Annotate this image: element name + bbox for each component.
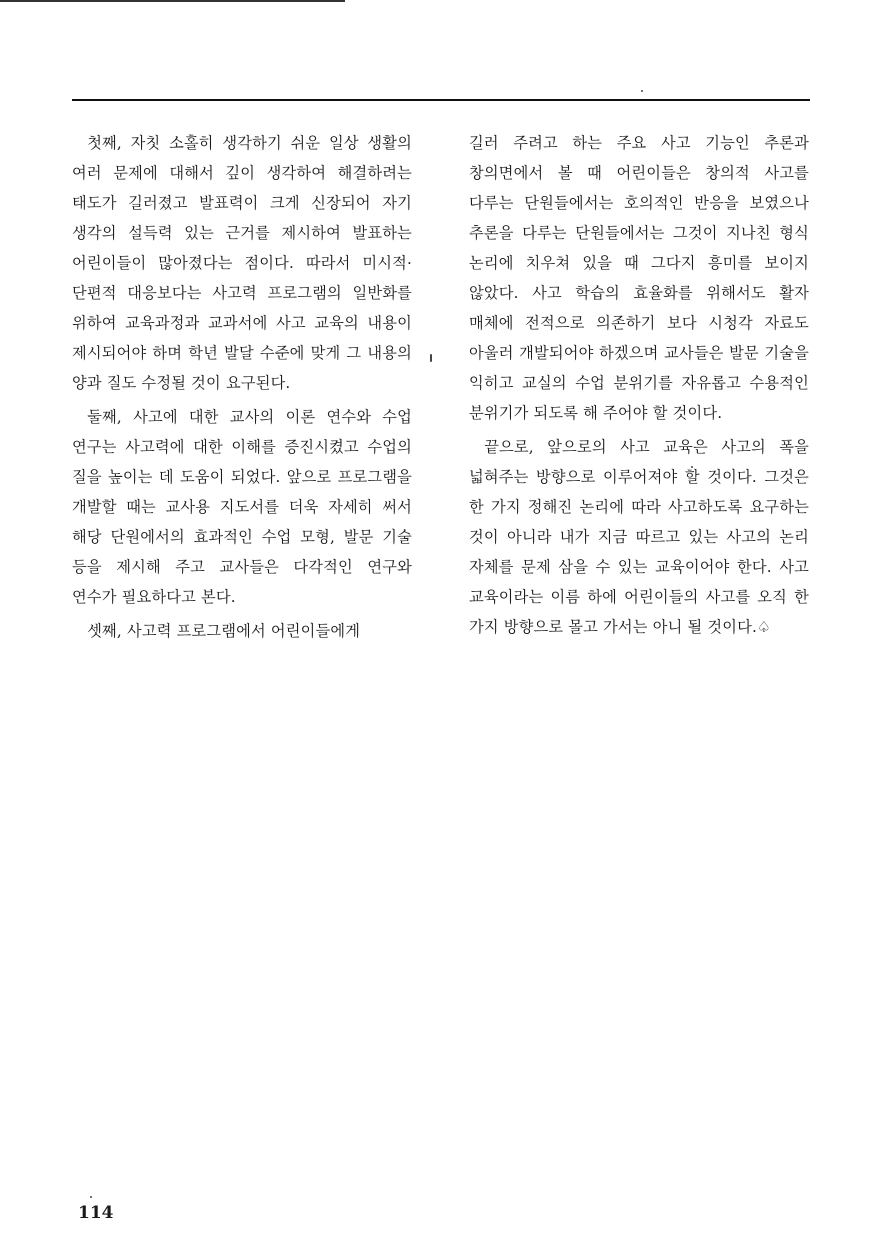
scan-speck [90,1196,92,1198]
left-column [72,128,412,646]
right-column [469,128,809,642]
scan-speck [641,90,643,92]
page-number: 114 [78,1203,114,1223]
paragraph-second: 둘째, 사고에 대한 교사의 이론 연수와 수업 연구는 사고력에 대한 이해를 증진시켰고 수업의 질을 높이는 데 도움이 되었다. 앞으로 프로그램을 개발할 때는 교사용 지도서를 더욱 자세히 써서 해당 단원에서의 효과적인 수업 모형, 발문 기술 등을 제시해 주고 교사들은 다각적인 연구와 연수가 필요하다고 본다. [72,408,412,606]
paragraph-conclusion: 끝으로, 앞으로의 사고 교육은 사고의 폭을 넓혀주는 방향으로 이루어져야 할 것이다. 그것은 한 가지 정해진 논리에 따라 사고하도록 요구하는 것이 아니라 내가 지금 따르고 있는 사고의 논리 자체를 문제 삼을 수 있는 교육이어야 한다. 사고 교육이라는 이름 하에 어린이들의 사고를 오직 한 가지 방향으로 몰고 가서는 아니 될 것이다.♤ [469,438,809,636]
paragraph-first: 첫째, 자칫 소홀히 생각하기 쉬운 일상 생활의 여러 문제에 대해서 깊이 생각하여 해결하려는 태도가 길러졌고 발표력이 크게 신장되어 자기 생각의 설득력 있는 근거를 제시하여 발표하는 어린이들이 많아졌다는 점이다. 따라서 미시적·단편적 대응보다는 사고력 프로그램의 일반화를 위하여 교육과정과 교과서에 사고 교육의 내용이 제시되어야 하며 학년 발달 수준에 맞게 그 내용의 양과 질도 수정될 것이 요구된다. [72,134,412,392]
header-rule [72,99,810,101]
top-edge-rule [0,0,345,2]
paragraph-third-start: 셋째, 사고력 프로그램에서 어린이들에게 [87,622,361,640]
paragraph-third-continued: 길러 주려고 하는 주요 사고 기능인 추론과 창의면에서 볼 때 어린이들은 창의적 사고를 다루는 단원들에서는 호의적인 반응을 보였으나 추론을 다루는 단원들에서는 그것이 지나친 형식 논리에 치우쳐 있을 때 그다지 흥미를 보이지 않았다. 사고 학습의 효율화를 위해서도 활자 매체에 전적으로 의존하기 보다 시청각 자료도 아울러 개발되어야 하겠으며 교사들은 발문 기술을 익히고 교실의 수업 분위기를 자유롭고 수용적인 분위기가 되도록 해 주어야 할 것이다. [469,134,809,422]
scan-speck [430,354,432,362]
